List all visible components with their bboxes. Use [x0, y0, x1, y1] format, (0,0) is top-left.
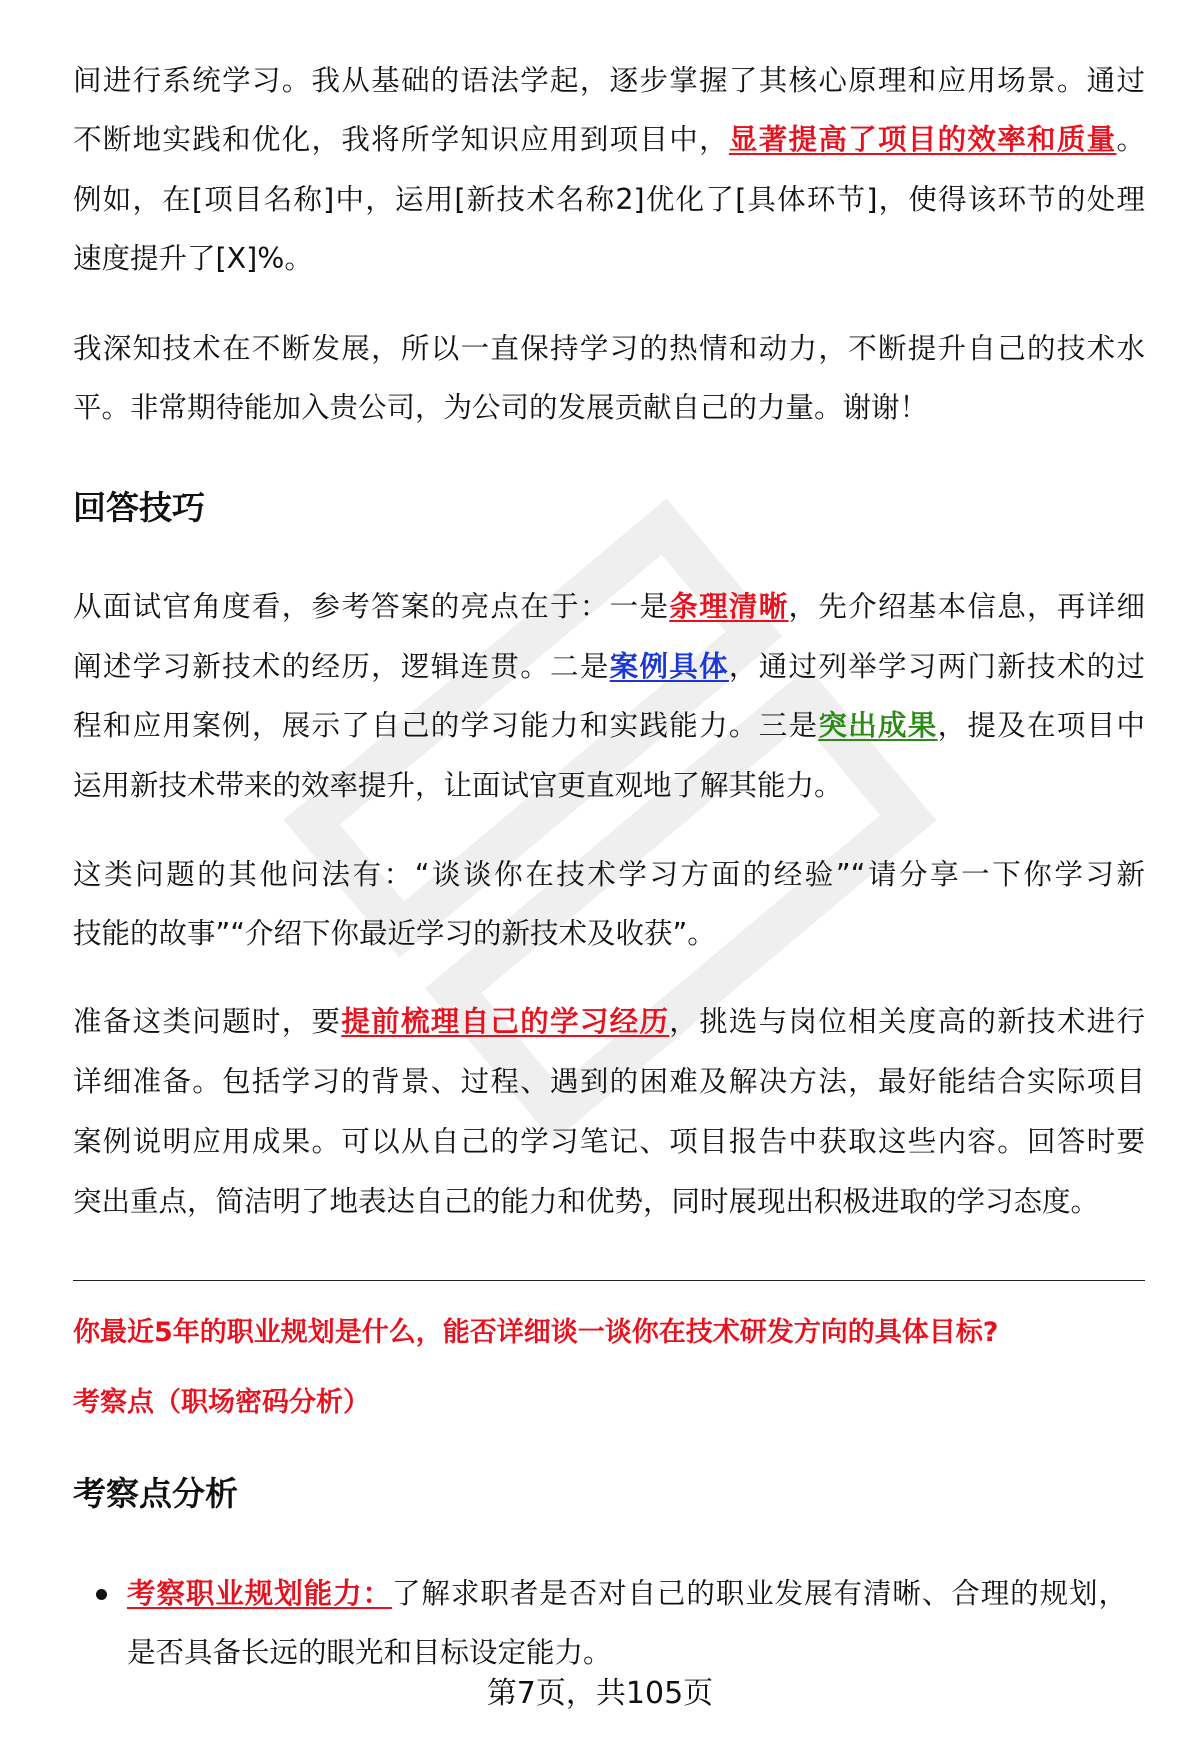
text-line: [73, 706, 1145, 746]
text-segment: ，挑选与岗位相关度高的新技术进行: [669, 1005, 1145, 1038]
page-number: 第7页，共105页: [486, 1676, 714, 1711]
text-segment: 间进行系统学习。我从基础的语法学起，逐步掌握了其核心原理和应用场景。通过: [73, 64, 1145, 97]
text-line: [73, 855, 1145, 895]
text-segment: ，通过列举学习两门新技术的过: [728, 650, 1145, 683]
text-line: [73, 388, 1145, 428]
text-line: [73, 329, 1145, 369]
text-segment: 。: [1116, 123, 1145, 156]
text-segment: 阐述学习新技术的经历，逻辑连贯。二是: [73, 650, 610, 683]
exam-point-label: 考察点（职场密码分析）: [73, 1387, 370, 1418]
text-segment: 准备这类问题时，要: [73, 1005, 342, 1038]
text-line: [73, 239, 1145, 279]
text-line: [127, 1633, 1127, 1673]
text-line: [127, 1574, 1127, 1614]
text-segment: 从面试官角度看，参考答案的亮点在于：一是: [73, 590, 670, 623]
highlight-red: 条理清晰: [669, 590, 789, 623]
text-segment: 不断地实践和优化，我将所学知识应用到项目中，: [73, 123, 729, 156]
highlight-red: 考察职业规划能力：: [127, 1577, 392, 1610]
text-line: [73, 1002, 1145, 1042]
divider: [73, 1280, 1145, 1281]
text-line: [73, 180, 1145, 220]
highlight-green: 突出成果: [818, 709, 938, 742]
text-segment: 平。非常期待能加入贵公司，为公司的发展贡献自己的力量。谢谢！: [73, 391, 929, 424]
question-title: 你最近5年的职业规划是什么，能否详细谈一谈你在技术研发方向的具体目标?: [73, 1317, 999, 1348]
highlight-red: 显著提高了项目的效率和质量: [728, 123, 1117, 156]
text-line: [73, 914, 1145, 954]
text-line: [73, 587, 1145, 627]
text-line: [73, 1122, 1145, 1162]
text-segment: 突出重点，简洁明了地表达自己的能力和优势，同时展现出积极进取的学习态度。: [73, 1185, 1100, 1218]
text-line: [73, 1182, 1145, 1222]
text-line: [73, 1062, 1145, 1102]
text-line: [73, 61, 1145, 101]
text-segment: ，先介绍基本信息，再详细: [788, 590, 1145, 623]
text-line: [73, 647, 1145, 687]
highlight-blue: 案例具体: [609, 650, 729, 683]
heading-answer-tips: 回答技巧: [73, 488, 205, 527]
text-segment: 是否具备长远的眼光和目标设定能力。: [127, 1636, 612, 1669]
text-segment: 技能的故事”“介绍下你最近学习的新技术及收获”。: [73, 917, 716, 950]
text-segment: 例如，在[项目名称]中，运用[新技术名称2]优化了[具体环节]，使得该环节的处理: [73, 183, 1145, 216]
text-segment: 我深知技术在不断发展，所以一直保持学习的热情和动力，不断提升自己的技术水: [73, 332, 1145, 365]
text-line: [73, 120, 1145, 160]
text-segment: 速度提升了[X]%。: [73, 242, 313, 275]
text-segment: 这类问题的其他问法有：“谈谈你在技术学习方面的经验”“请分享一下你学习新: [73, 858, 1145, 891]
text-segment: 程和应用案例，展示了自己的学习能力和实践能力。三是: [73, 709, 819, 742]
text-line: [73, 766, 1145, 806]
text-segment: 案例说明应用成果。可以从自己的学习笔记、项目报告中获取这些内容。回答时要: [73, 1125, 1145, 1158]
text-segment: 了解求职者是否对自己的职业发展有清晰、合理的规划，: [391, 1577, 1127, 1610]
text-segment: ，提及在项目中: [937, 709, 1145, 742]
text-segment: 运用新技术带来的效率提升，让面试官更直观地了解其能力。: [73, 769, 843, 802]
bullet-icon: [96, 1589, 107, 1600]
heading-exam-analysis: 考察点分析: [73, 1474, 238, 1513]
highlight-red: 提前梳理自己的学习经历: [341, 1005, 670, 1038]
text-segment: 详细准备。包括学习的背景、过程、遇到的困难及解决方法，最好能结合实际项目: [73, 1065, 1145, 1098]
